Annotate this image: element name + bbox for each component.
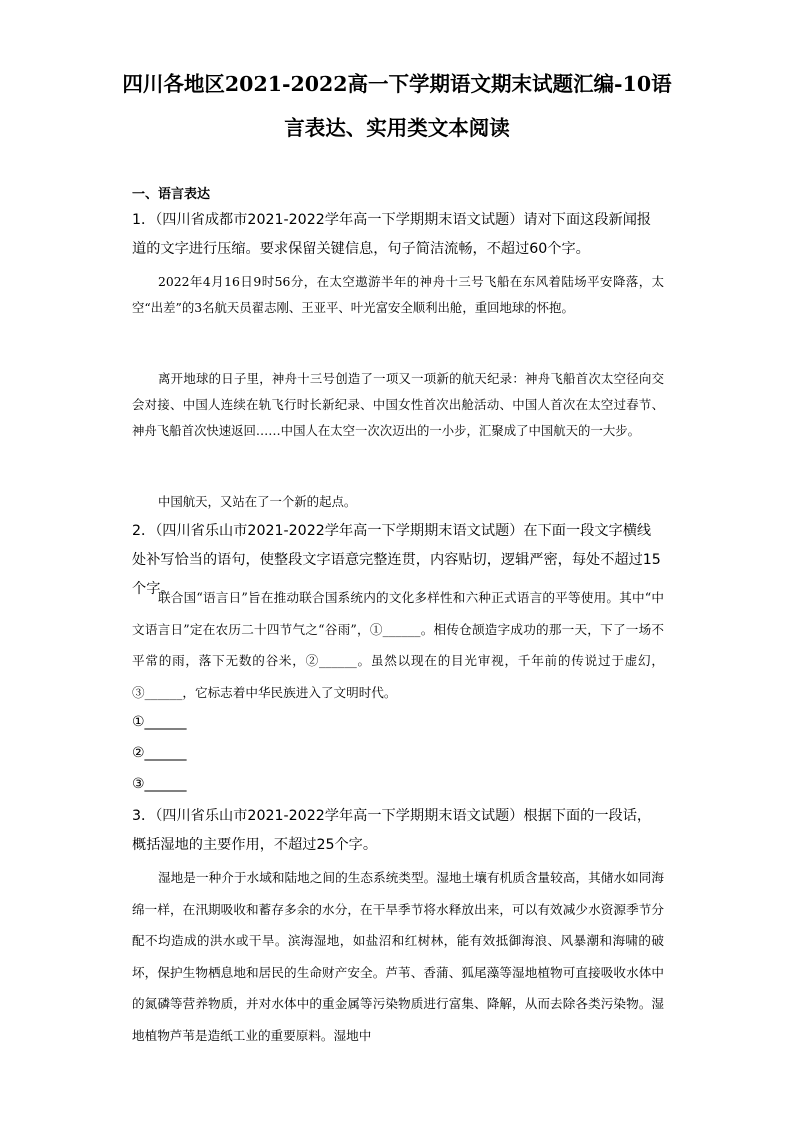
question-1-paragraph-2: 离开地球的日子里，神舟十三号创造了一项又一项新的航天纪录：神舟飞船首次太空径向交会对接、中国人连续在轨飞行时长新纪录、中国女性首次出舱活动、中国人首次在太空过春节、神舟飞船首次快速返回……中国人在太空一次次迈出的一小步，汇聚成了中国航天的一大步。 (132, 371, 664, 438)
question-2-passage: 联合国“语言日”旨在推动联合国系统内的文化多样性和六种正式语言的平等使用。其中“中文语言日”定在农历二十四节气之“谷雨”，①______。相传仓颉造字成功的那一天，下了一场不平常的雨，落下无数的谷米，②______。虽然以现在的目光审视，千年前的传说过于虚幻，③______，它标志着中华民族进入了文明时代。 (132, 590, 664, 700)
question-1-paragraph-3: 中国航天，又站在了一个新的起点。 (158, 494, 357, 509)
title-line-1: 四川各地区2021-2022高一下学期语文期末试题汇编-10语 (122, 72, 672, 96)
answer-blank-3: ③______ (132, 776, 187, 792)
document-title (100, 62, 694, 150)
answer-blank-1: ①______ (132, 714, 187, 730)
answer-blank-2: ②______ (132, 745, 187, 761)
question-1-stem: 1．（四川省成都市2021-2022学年高一下学期期末语文试题）请对下面这段新闻报道的文字进行压缩。要求保留关键信息，句子简洁流畅，不超过60个字。 (132, 212, 652, 257)
question-2-stem: 2．（四川省乐山市2021-2022学年高一下学期期末语文试题）在下面一段文字横线处补写恰当的语句，使整段文字语意完整连贯，内容贴切，逻辑严密，每处不超过15个字。 (132, 523, 661, 597)
question-1-paragraph-1: 2022年4月16日9时56分，在太空遨游半年的神舟十三号飞船在东风着陆场平安降落，太空“出差”的3名航天员翟志刚、王亚平、叶光富安全顺利出舱，重回地球的怀抱。 (132, 274, 664, 315)
question-3-passage: 湿地是一种介于水域和陆地之间的生态系统类型。湿地土壤有机质含量较高，其储水如同海绵一样，在汛期吸收和蓄存多余的水分，在干旱季节将水释放出来，可以有效减少水资源季节分配不均造成的洪水或干旱。滨海湿地，如盐沼和红树林，能有效抵御海浪、风暴潮和海啸的破坏，保护生物栖息地和居民的生命财产安全。芦苇、香蒲、狐尾藻等湿地植物可直接吸收水体中的氮磷等营养物质，并对水体中的重金属等污染物质进行富集、降解，从而去除各类污染物。湿地植物芦苇是造纸工业的重要原料。湿地中 (132, 870, 664, 1043)
question-3-stem: 3．（四川省乐山市2021-2022学年高一下学期期末语文试题）根据下面的一段话，概括湿地的主要作用，不超过25个字。 (132, 808, 652, 853)
title-line-2: 言表达、实用类文本阅读 (284, 116, 510, 140)
section-heading: 一、语言表达 (132, 187, 211, 202)
